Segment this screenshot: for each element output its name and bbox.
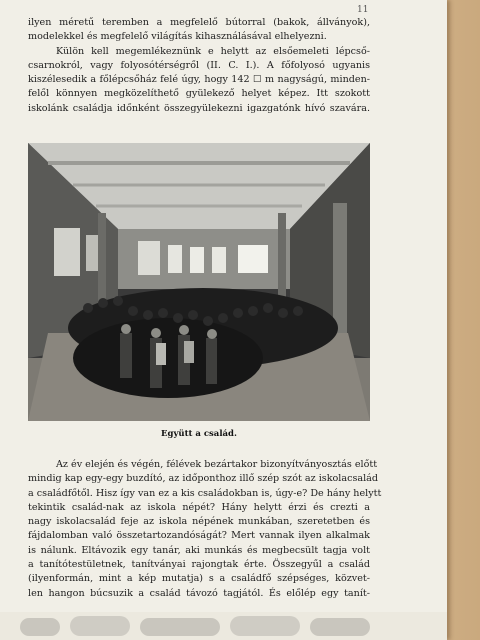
- text-line: mindig kap egy-egy buzdító, az időponthoz illő szép szót az iskolacsalád: [28, 473, 379, 485]
- text-line: len hangon búcsuzik a család távozó tagjától. És előlép egy tanít-: [28, 587, 370, 599]
- text-line: a tanítótestületnek, tanítványai rajongtak érte. Összegyűl a család: [28, 559, 370, 571]
- text-line: Az év elején és végén, félévek bezártakor bizonyítványosztás előtt: [56, 459, 378, 470]
- text-line: Külön kell megemlékeznünk e helytt az elsőemeleti lépcső-: [56, 45, 370, 57]
- text-line: (ilyenformán, mint a kép mutatja) s a családfő szépséges, közvet-: [28, 573, 370, 585]
- text-line: csarnokról, vagy folyosótérségről (II. C. I.). A főfolyosó ugyanis: [28, 59, 370, 71]
- text-line: iskolánk családja időnként összegyülekezni igazgatónk hívó szavára.: [28, 102, 370, 114]
- watermark-overlay: [0, 612, 447, 640]
- text-line: a családfőtől. Hisz így van ez a kis családokban is, úgy-e? De hány helytt: [28, 487, 382, 499]
- text-line: kiszélesedik a főlépcsőház felé úgy, hogy 142 ☐ m nagyságú, minden-: [28, 74, 370, 86]
- text-line: tekintik család-nak az iskola népét? Hány helytt érzi és crezti a: [28, 501, 370, 513]
- photo-illustration: [28, 143, 370, 421]
- top-paragraph: [28, 16, 370, 116]
- page-number: 11: [357, 5, 369, 15]
- photo-caption: Együtt a család.: [161, 429, 237, 439]
- text-line: felől könnyen megközelíthető gyülekező helyet képez. Itt szokott: [28, 88, 370, 100]
- text-line: nagy iskolacsalád feje az iskola népének munkában, szeretetben és: [28, 516, 370, 528]
- text-line: ilyen méretű teremben a megfelelő bútorral (bakok, állványok),: [28, 17, 370, 28]
- text-line: is nálunk. Eltávozik egy tanár, aki munkás és megbecsült tagja volt: [28, 544, 370, 556]
- bottom-paragraph: [28, 458, 382, 601]
- text-line: fájdalomban való összetartozandóságát? Mert vannak ilyen alkalmak: [28, 530, 370, 542]
- text-line: modelekkel és megfelelő világítás kihasználásával elhelyezni.: [28, 31, 327, 43]
- group-photo: [28, 143, 370, 421]
